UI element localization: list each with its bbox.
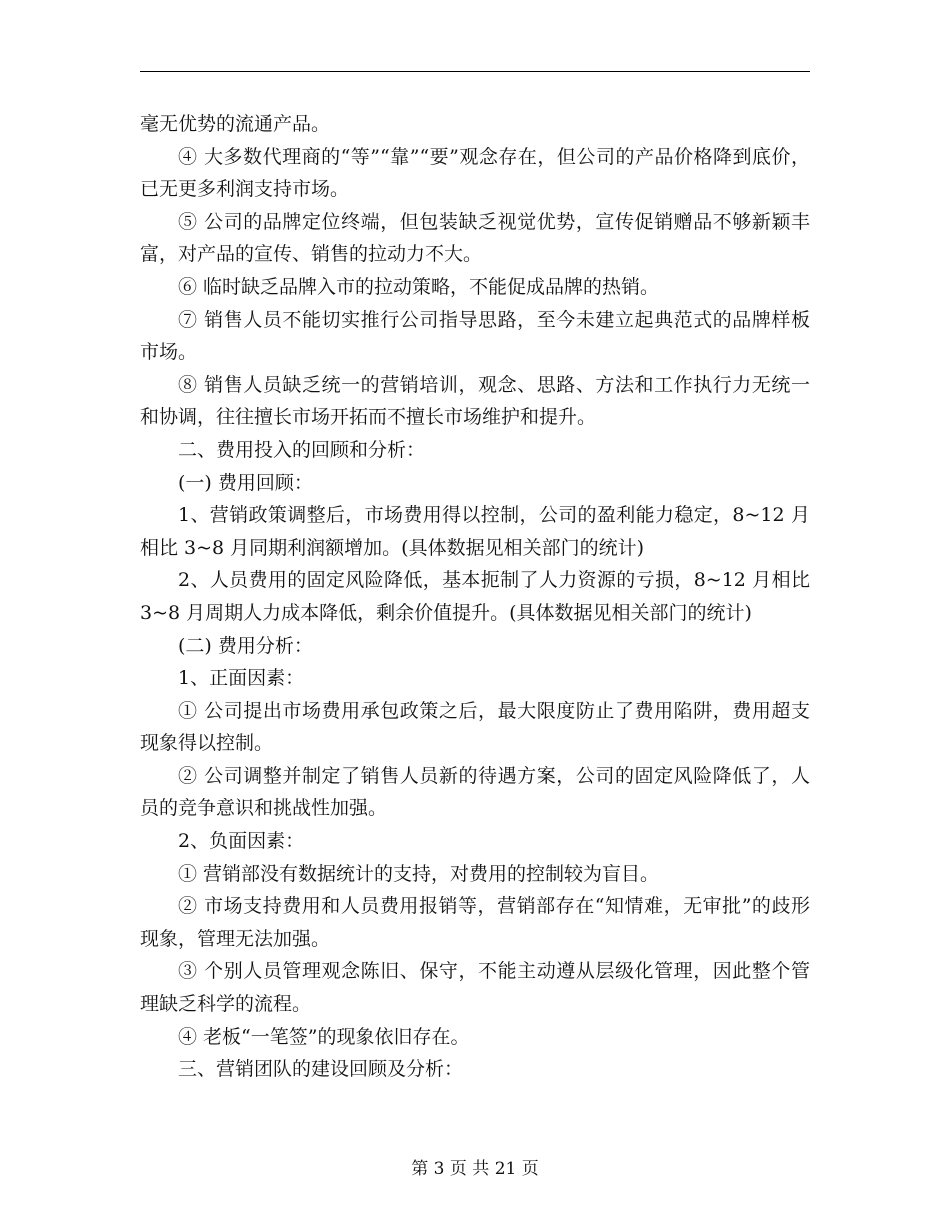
- paragraph: 2、人员费用的固定风险降低，基本扼制了人力资源的亏损，8~12 月相比 3~8 月周期人力成本降低，剩余价值提升。(具体数据见相关部门的统计): [140, 569, 810, 624]
- section-heading: 三、营销团队的建设回顾及分析：: [178, 1058, 464, 1081]
- section-heading: 二、费用投入的回顾和分析：: [178, 438, 426, 461]
- paragraph: ④ 大多数代理商的“等”“靠”“要”观念存在，但公司的产品价格降到底价，已无更多利润支持市场。: [140, 145, 810, 201]
- subsection-heading: (一) 费用回顾：: [178, 471, 313, 494]
- paragraph: ② 市场支持费用和人员费用报销等，营销部存在“知情难，无审批”的歧形现象，管理无法加强。: [140, 895, 810, 950]
- paragraph: ⑦ 销售人员不能切实推行公司指导思路，至今未建立起典范式的品牌样板市场。: [140, 308, 810, 364]
- paragraph: ⑧ 销售人员缺乏统一的营销培训，观念、思路、方法和工作执行力无统一和协调，往往擅长市场开拓而不擅长市场维护和提升。: [140, 373, 810, 429]
- paragraph: ① 营销部没有数据统计的支持，对费用的控制较为盲目。: [178, 862, 660, 885]
- paragraph: 1、营销政策调整后，市场费用得以控制，公司的盈利能力稳定，8~12 月相比 3~8 月同期利润额增加。(具体数据见相关部门的统计): [140, 504, 810, 559]
- list-heading: 1、正面因素：: [178, 667, 305, 690]
- page-number: 第 3 页 共 21 页: [411, 1159, 539, 1179]
- document-body: [140, 108, 810, 1086]
- header-rule: [140, 71, 810, 72]
- paragraph: ③ 个别人员管理观念陈旧、保守，不能主动遵从层级化管理，因此整个管理缺乏科学的流程。: [140, 960, 810, 1016]
- subsection-heading: (二) 费用分析：: [178, 634, 313, 657]
- paragraph: ⑤ 公司的品牌定位终端，但包装缺乏视觉优势，宣传促销赠品不够新颖丰富，对产品的宣传、销售的拉动力不大。: [140, 210, 810, 266]
- paragraph: ⑥ 临时缺乏品牌入市的拉动策略，不能促成品牌的热销。: [178, 275, 660, 298]
- paragraph: ④ 老板“一笔签”的现象依旧存在。: [178, 1025, 470, 1048]
- paragraph: 毫无优势的流通产品。: [140, 113, 331, 135]
- list-heading: 2、负面因素：: [178, 830, 305, 853]
- paragraph: ② 公司调整并制定了销售人员新的待遇方案，公司的固定风险降低了，人员的竞争意识和挑战性加强。: [140, 764, 810, 820]
- paragraph: ① 公司提出市场费用承包政策之后，最大限度防止了费用陷阱，费用超支现象得以控制。: [140, 699, 810, 755]
